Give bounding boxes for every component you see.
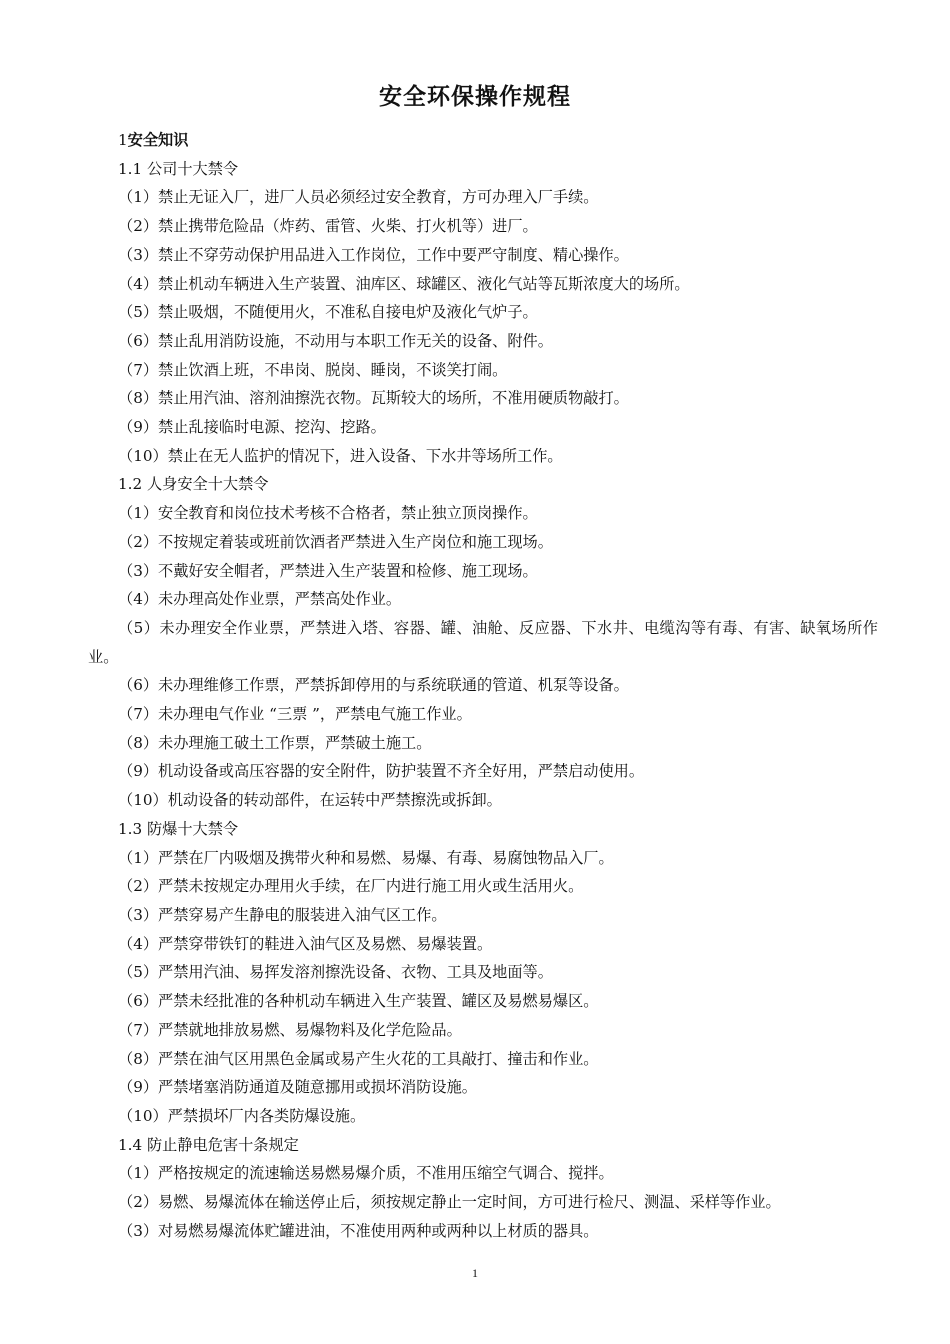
list-item: （1）禁止无证入厂，进厂人员必须经过安全教育，方可办理入厂手续。 xyxy=(118,188,599,207)
list-item: （3）对易燃易爆流体贮罐进油，不准使用两种或两种以上材质的器具。 xyxy=(118,1221,599,1240)
list-item: （10）禁止在无人监护的情况下，进入设备、下水井等场所工作。 xyxy=(118,446,563,465)
list-item: （6）严禁未经批准的各种机动车辆进入生产装置、罐区及易燃易爆区。 xyxy=(118,992,599,1011)
list-item: （2）不按规定着装或班前饮酒者严禁进入生产岗位和施工现场。 xyxy=(118,532,553,551)
list-item: （10）机动设备的转动部件，在运转中严禁擦洗或拆卸。 xyxy=(118,791,502,810)
subsection-heading: 1.1 公司十大禁令 xyxy=(118,159,239,178)
list-item: （5）严禁用汽油、易挥发溶剂擦洗设备、衣物、工具及地面等。 xyxy=(118,963,553,982)
list-item: （1）安全教育和岗位技术考核不合格者，禁止独立顶岗操作。 xyxy=(118,504,538,523)
list-item: （9）禁止乱接临时电源、挖沟、挖路。 xyxy=(118,418,386,437)
list-item: （1）严禁在厂内吸烟及携带火种和易燃、易爆、有毒、易腐蚀物品入厂。 xyxy=(118,848,614,867)
list-item: （4）禁止机动车辆进入生产装置、油库区、球罐区、液化气站等瓦斯浓度大的场所。 xyxy=(118,274,690,293)
document-body xyxy=(88,126,878,1245)
list-item: （8）严禁在油气区用黑色金属或易产生火花的工具敲打、撞击和作业。 xyxy=(118,1049,599,1068)
list-item: （3）不戴好安全帽者，严禁进入生产装置和检修、施工现场。 xyxy=(118,561,538,580)
list-item: （7）禁止饮酒上班，不串岗、脱岗、睡岗，不谈笑打闹。 xyxy=(118,360,508,379)
list-item: （9）机动设备或高压容器的安全附件，防护装置不齐全好用，严禁启动使用。 xyxy=(118,762,645,781)
list-item: （7）未办理电气作业 “三票 ”，严禁电气施工作业。 xyxy=(118,705,472,724)
list-item: （7）严禁就地排放易燃、易爆物料及化学危险品。 xyxy=(118,1020,462,1039)
list-item: （2）易燃、易爆流体在输送停止后，须按规定静止一定时间，方可进行检尺、测温、采样等作业。 xyxy=(118,1193,781,1212)
list-item: （5）禁止吸烟，不随便用火，不准私自接电炉及液化气炉子。 xyxy=(118,303,538,322)
list-item: （8）禁止用汽油、溶剂油擦洗衣物。瓦斯较大的场所，不准用硬质物敲打。 xyxy=(118,389,629,408)
list-item: （3）禁止不穿劳动保护用品进入工作岗位，工作中要严守制度、精心操作。 xyxy=(118,245,629,264)
list-item: （5）未办理安全作业票，严禁进入塔、容器、罐、油舱、反应器、下水井、电缆沟等有毒、有害、缺氧场所作业。 xyxy=(88,618,878,666)
list-item: （4）未办理高处作业票，严禁高处作业。 xyxy=(118,590,402,609)
list-item: （9）严禁堵塞消防通道及随意挪用或损坏消防设施。 xyxy=(118,1078,477,1097)
section-label: 安全知识 xyxy=(127,131,189,149)
page-title: 安全环保操作规程 xyxy=(379,84,571,110)
page-number: 1 xyxy=(472,1266,478,1280)
section-number: 1 xyxy=(118,131,128,149)
subsection-heading: 1.2 人身安全十大禁令 xyxy=(118,475,269,494)
list-item: （3）严禁穿易产生静电的服装进入油气区工作。 xyxy=(118,905,447,924)
list-item: （2）严禁未按规定办理用火手续，在厂内进行施工用火或生活用火。 xyxy=(118,877,584,896)
list-item: （4）严禁穿带铁钉的鞋进入油气区及易燃、易爆装置。 xyxy=(118,934,493,953)
list-item: （8）未办理施工破土工作票，严禁破土施工。 xyxy=(118,733,432,752)
list-item: （1）严格按规定的流速输送易燃易爆介质，不准用压缩空气调合、搅拌。 xyxy=(118,1164,614,1183)
list-item: （10）严禁损坏厂内各类防爆设施。 xyxy=(118,1106,366,1125)
subsection-heading: 1.4 防止静电危害十条规定 xyxy=(118,1135,299,1154)
list-item: （6）禁止乱用消防设施，不动用与本职工作无关的设备、附件。 xyxy=(118,331,553,350)
section-heading xyxy=(88,126,878,155)
subsection-heading: 1.3 防爆十大禁令 xyxy=(118,819,239,838)
list-item: （6）未办理维修工作票，严禁拆卸停用的与系统联通的管道、机泵等设备。 xyxy=(118,676,629,695)
list-item: （2）禁止携带危险品（炸药、雷管、火柴、打火机等）进厂。 xyxy=(118,217,538,236)
